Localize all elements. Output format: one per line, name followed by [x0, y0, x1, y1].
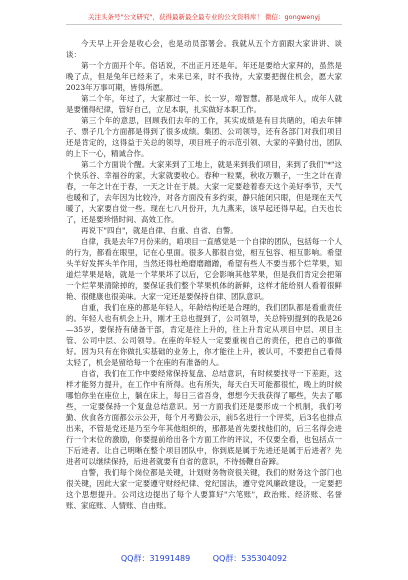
paragraph: 自重，我们在座的都是年轻人，年龄结构还是合理的，我们团队都是看重责任的。年轻人也有机会上升，刚才王总也提到了，公司领导，关总特别提到的我是26—35岁，要保持有储备干部，肯定是往上升的，往上升肯定从项目中层、项目主管、公司中层、公司领导。在座的年轻人一定要重视自己的责任，把自己的事做好。因为只有在你做扎实基础的业务上，你才能往上升，被认可，不要把自己看得太轻了，机会是留给每一个在座的有准备的人。 — [66, 303, 342, 367]
paragraph: 第二个年，年过了，大家都过一年、长一岁，增智慧。都是成年人，成年人就是要懂得纪律，管好自己，立足本职，扎实做好本职工作。 — [66, 94, 342, 114]
paragraph: 今天早上开会是收心会，也是动员部署会。我就从五个方面跟大家讲讲、谈谈： — [66, 39, 342, 59]
footer-qq-group-2: QQ群：535304092 — [212, 554, 288, 563]
header-banner: 关注头条号"公文研究"，获得最新最全最专业的公文资料库！ 微信：gongwenyj — [88, 13, 320, 21]
header-divider — [66, 24, 342, 25]
paragraph: 自省，我们在工作中要经常保持复盘、总结意识，有时候要找寻一下差距，这样才能努力提升，在工作中有所得。也有所失，每天白天可能都很忙，晚上的时候哪怕你坐在座位上，躺在床上，每日三省吾身，想想今天我获得了哪些，失去了哪些，一定要保持一个复盘总结意识。另一方面我们还是要形成一个机制，我们考勤、伙食各方面都公示公开，每个月考勤公示，前5名进行一个评奖，后3名也排点出来，不管是党还是乃至今年其他组织的，那都是首先要找他们的，后三名得会进行一个末位的激励，你要提前给出各个方面工作的评议，不仅要全看，也包括点一下后进者。让自己明晰在整个项目团队中，你到底是属于先进还是属于后进者？先进者可以继续保持，后进者就要有自省的意识，不待扬鞭自奋蹄。 — [66, 369, 342, 466]
paragraph: 第一个方面开个年。俗话说，不出正月还是年。年还是要给大家拜的，虽然是晚了点，但是兔年已经来了，未来已来，时不我待，大家要把握住机会，愿大家2023年万事可期，皆得所愿。 — [66, 61, 342, 92]
paragraph: 第二个方面说个醒。大家来到了工地上，就是来到我们项目，来到了我们"*"这个快乐谷、幸福谷的家，大家就要收心。春种一粒粟，秋收万颗子，一生之计在青春，一年之计在于春，一天之计在于晨。大家一定要趁着春天这个美好季节，天气也暖和了，去年因为比较冷，对各方面没有多约束，静只能闭只眼，但是现在天气暖了，大家要自觉一些。现在七八月份开，九九燕来，该早起还得早起，白天也长了，还是要珍惜时间、高效工作。 — [66, 160, 342, 224]
footer-qq-group: QQ群：31991489 — [120, 554, 191, 563]
paragraph: 再说下"四自"，就是自律、自重、自省、自警。 — [81, 226, 238, 235]
paragraph: 第三个年的意思，回顾我们去年的工作，其实成绩是有目共睹的，咱去年牌子、票子几个方面都是得到了很多成绩。集团、公司领导，还有各部门对我们项目还是肯定的，这得益于关总的领导，项目班子的示范引领、大家的辛勤付出，团队的上下一心，精诚合作。 — [66, 116, 342, 158]
paragraph: 自律，我是去年7月份来的，咱项目一直感觉是一个自律的团队，包括每一个人的行为，都看在眼里，记在心里面。很多人都很自觉，相互包容、相互影响。希望头羊好发挥头羊作用，当然还得杜绝磨磨蹭蹭，希望有些人不要当那个烂苹果，知道烂苹果是啥，就是一个苹果坏了以后，它会影响其他苹果，但是我们肯定会把第一个烂苹果清除掉的，要保证我们整个苹果机体的新鲜，这样才能给别人看着很鲜艳、很健康也很美味。大家一定还是要保持自律、团队意识。 — [66, 237, 342, 301]
document-body — [66, 38, 342, 511]
footer-contact — [0, 553, 408, 564]
paragraph: 自警，我们每个岗位都是关键，计划财务物资很关键，我们的财务这个部门也很关键，因此大家一定要遵守财经纪律、党纪国法，遵守党风廉政建设，一定要把这个思想提升。公司这边提出了每个人要算好"六笔账"，政治账、经济账、名誉账、家庭账、人情账、自由账。 — [66, 468, 342, 510]
